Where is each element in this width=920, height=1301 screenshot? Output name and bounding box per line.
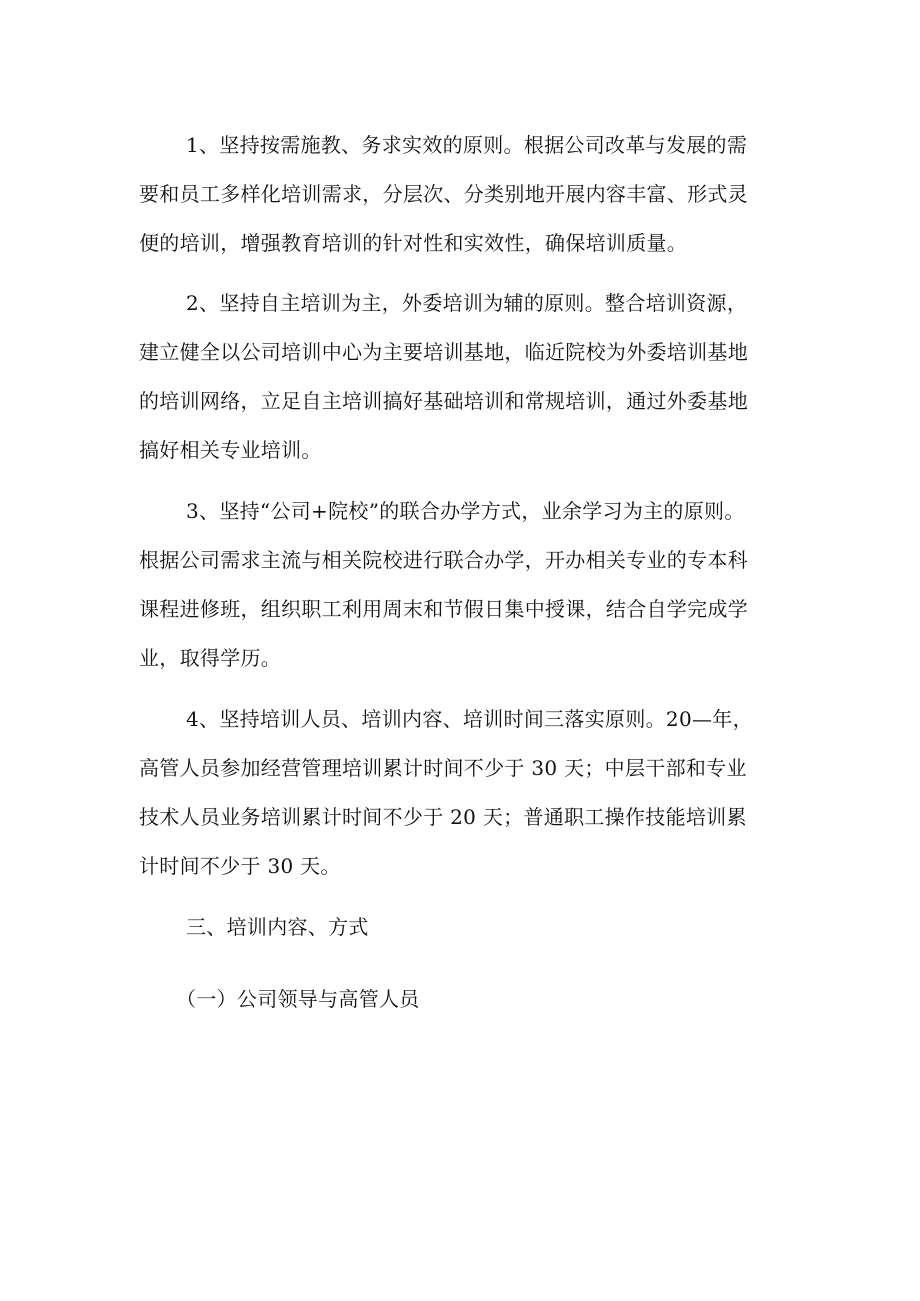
paragraph-line: 建立健全以公司培训中心为主要培训基地，临近院校为外委培训基地 (139, 340, 748, 364)
paragraph-line: 业，取得学历。 (139, 646, 282, 670)
paragraph-line: 便的培训，增强教育培训的针对性和实效性，确保培训质量。 (139, 231, 688, 255)
paragraph-line: 2、坚持自主培训为主，外委培训为辅的原则。整合培训资源， (186, 291, 748, 315)
paragraph-line: 1、坚持按需施教、务求实效的原则。根据公司改革与发展的需 (186, 133, 748, 157)
subsection-heading: （一）公司领导与高管人员 (176, 987, 420, 1011)
paragraph-line: 课程进修班，组织职工利用周末和节假日集中授课，结合自学完成学 (139, 597, 748, 621)
paragraph-line: 4、坚持培训人员、培训内容、培训时间三落实原则。20—年， (186, 707, 753, 731)
paragraph-line: 计时间不少于 30 天。 (139, 854, 341, 878)
paragraph-line: 高管人员参加经营管理培训累计时间不少于 30 天；中层干部和专业 (139, 756, 747, 780)
paragraph-line: 搞好相关专业培训。 (139, 438, 322, 462)
paragraph-line: 3、坚持“公司+院校”的联合办学方式，业余学习为主的原则。 (186, 499, 745, 523)
paragraph-line: 要和员工多样化培训需求，分层次、分类别地开展内容丰富、形式灵 (139, 182, 748, 206)
section-heading: 三、培训内容、方式 (186, 915, 369, 939)
paragraph-line: 技术人员业务培训累计时间不少于 20 天；普通职工操作技能培训累 (139, 805, 747, 829)
paragraph-line: 根据公司需求主流与相关院校进行联合办学，开办相关专业的专本科 (139, 548, 748, 572)
paragraph-line: 的培训网络，立足自主培训搞好基础培训和常规培训，通过外委基地 (139, 389, 748, 413)
